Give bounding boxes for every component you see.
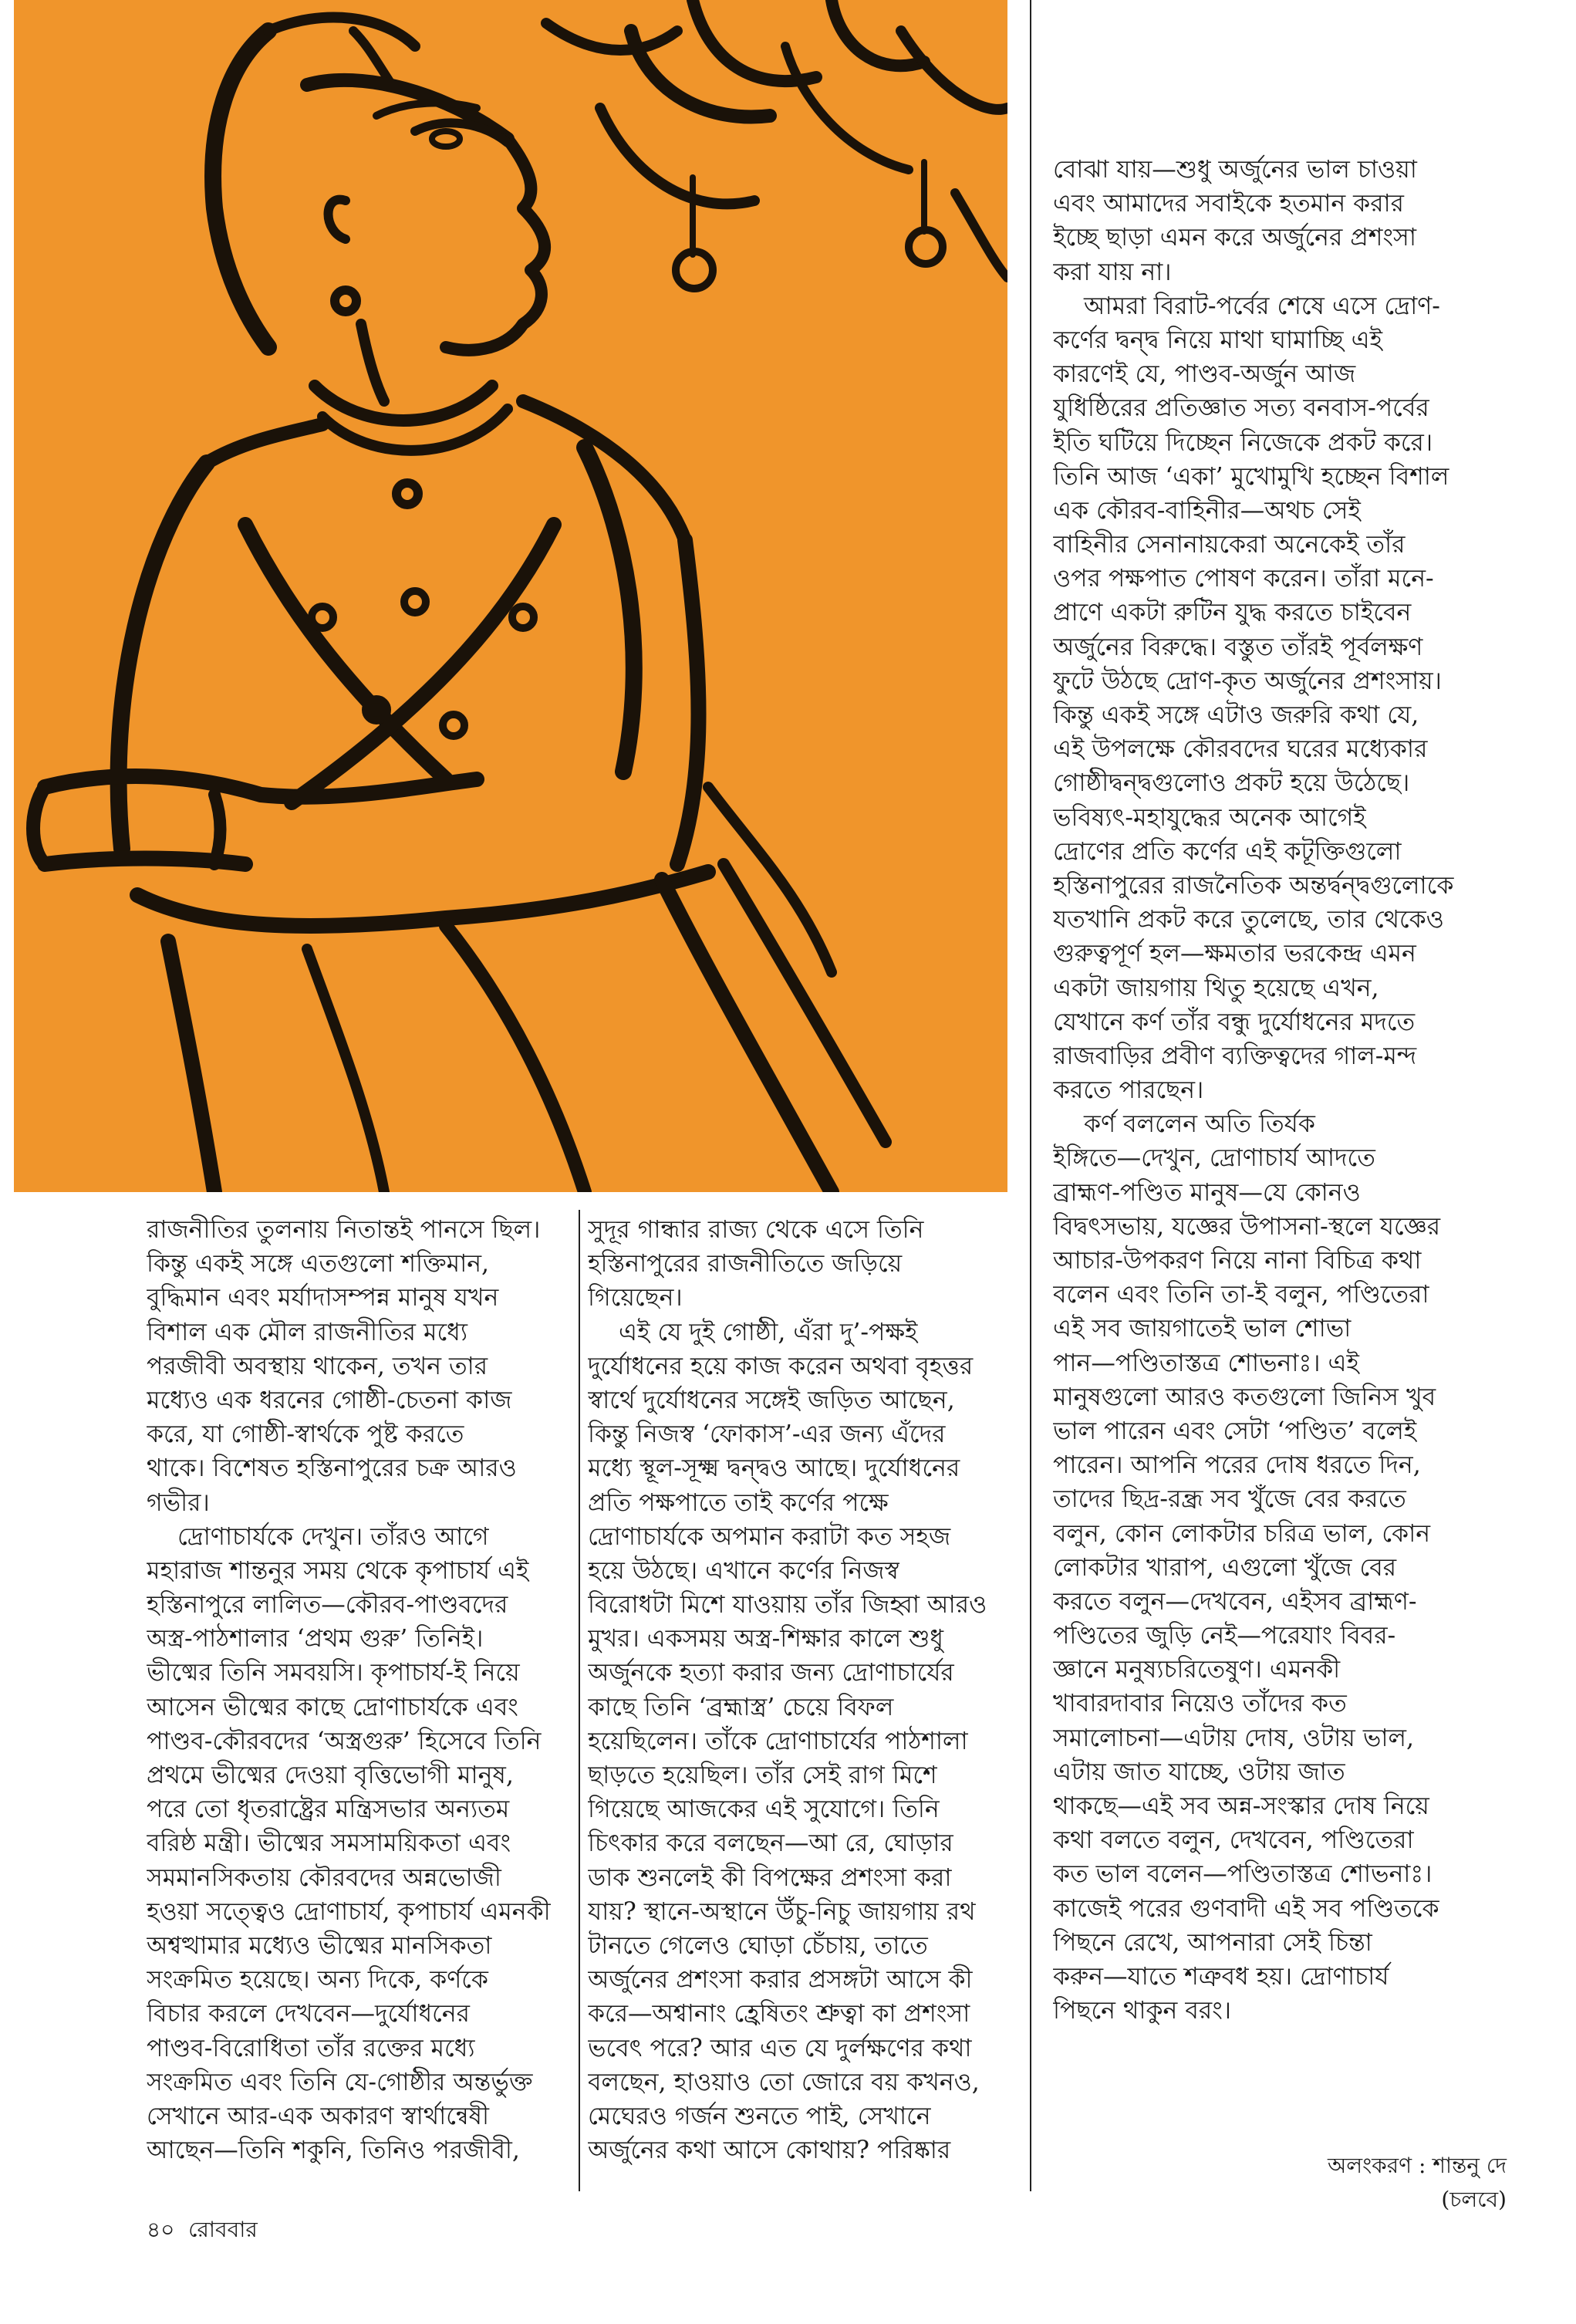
page-footer bbox=[147, 2213, 258, 2249]
text-line: কত ভাল বলেন—পণ্ডিতাস্তত্র শোভনাঃ। bbox=[1053, 1860, 1433, 1889]
text-line: ইঙ্গিতে—দেখুন, দ্রোণাচার্য আদতে bbox=[1053, 1144, 1375, 1173]
text-line: ভাল পারেন এবং সেটা ‘পণ্ডিত’ বলেই bbox=[1053, 1417, 1417, 1445]
text-line: দ্রোণাচার্যকে দেখুন। তাঁরও আগে bbox=[147, 1522, 489, 1551]
text-line: কারণেই যে, পাণ্ডব-অর্জুন আজ bbox=[1053, 360, 1356, 389]
text-line: এই সব জায়গাতেই ভাল শোভা bbox=[1053, 1315, 1352, 1343]
text-line: সমালোচনা—এটায় দোষ, ওটায় ভাল, bbox=[1053, 1724, 1414, 1752]
text-line: অর্জুনের প্রশংসা করার প্রসঙ্গটা আসে কী bbox=[588, 1966, 973, 1995]
text-line: তাদের ছিদ্র-রন্ধ্র সব খুঁজে বের করতে bbox=[1053, 1485, 1406, 1514]
illustration bbox=[14, 0, 1007, 1192]
text-line: হস্তিনাপুরের রাজনীতিতে জড়িয়ে bbox=[588, 1250, 903, 1279]
text-line: ডাক শুনলেই কী বিপক্ষের প্রশংসা করা bbox=[588, 1863, 952, 1892]
text-line: বিরোধটা মিশে যাওয়ায় তাঁর জিহ্বা আরও bbox=[588, 1591, 987, 1620]
text-line: যেখানে কর্ণ তাঁর বন্ধু দুর্যোধনের মদতে bbox=[1053, 1008, 1416, 1036]
text-line: কিন্তু একই সঙ্গে এতগুলো শক্তিমান, bbox=[147, 1250, 490, 1279]
text-line: অর্জুনের কথা আসে কোথায়? পরিষ্কার bbox=[588, 2137, 951, 2165]
text-line: জ্ঞানে মনুষ্যচরিতেষুণ। এমনকী bbox=[1053, 1656, 1341, 1684]
text-line: দুর্যোধনের হয়ে কাজ করেন অথবা বৃহত্তর bbox=[588, 1352, 974, 1380]
text-line: গোষ্ঠীদ্বন্দ্বগুলোও প্রকট হয়ে উঠেছে। bbox=[1053, 769, 1410, 798]
text-line: কাছে তিনি ‘ব্রহ্মাস্ত্র’ চেয়ে বিফল bbox=[588, 1693, 894, 1721]
article-column-left bbox=[147, 1213, 567, 2193]
illustration-credit bbox=[1328, 2149, 1507, 2217]
text-line: অর্জুনের বিরুদ্ধে। বস্তুত তাঁরই পূর্বলক্ষণ bbox=[1053, 633, 1423, 661]
text-line: করুন—যাতে শত্রুবধ হয়। দ্রোণাচার্য bbox=[1053, 1962, 1389, 1991]
text-line: হস্তিনাপুরের রাজনৈতিক অন্তর্দ্বন্দ্বগুলোকে bbox=[1053, 871, 1454, 900]
text-line: চিৎকার করে বলছেন—আ রে, ঘোড়ার bbox=[588, 1829, 953, 1858]
text-line: যতখানি প্রকট করে তুলেছে, তার থেকেও bbox=[1053, 906, 1444, 934]
text-line: কথা বলতে বলুন, দেখবেন, পণ্ডিতেরা bbox=[1053, 1826, 1414, 1855]
text-line: খাবারদাবার নিয়েও তাঁদের কত bbox=[1053, 1690, 1347, 1718]
text-line: ওপর পক্ষপাত পোষণ করেন। তাঁরা মনে- bbox=[1053, 565, 1434, 593]
text-line: বিচার করলে দেখবেন—দুর্যোধনের bbox=[147, 2000, 470, 2028]
text-line: গভীর। bbox=[147, 1488, 210, 1517]
text-line: আসেন ভীষ্মের কাছে দ্রোণাচার্যকে এবং bbox=[147, 1693, 518, 1721]
text-line: বরিষ্ঠ মন্ত্রী। ভীষ্মের সমসাময়িকতা এবং bbox=[147, 1829, 511, 1858]
text-line: পিছনে রেখে, আপনারা সেই চিন্তা bbox=[1053, 1928, 1372, 1957]
text-line: বলছেন, হাওয়াও তো জোরে বয় কখনও, bbox=[588, 2068, 980, 2096]
text-line: মেঘেরও গর্জন শুনতে পাই, সেখানে bbox=[588, 2102, 931, 2130]
text-line: দ্রোণের প্রতি কর্ণের এই কটূক্তিগুলো bbox=[1053, 837, 1402, 866]
text-line: মহারাজ শান্তনুর সময় থেকে কৃপাচার্য এই bbox=[147, 1556, 529, 1585]
text-line: মধ্যে স্থূল-সূক্ষ্ম দ্বন্দ্বও আছে। দুর্যোধনের bbox=[588, 1454, 960, 1483]
text-line: এবং আমাদের সবাইকে হতমান করার bbox=[1053, 190, 1404, 218]
text-line: অস্ত্র-পাঠশালার ‘প্রথম গুরু’ তিনিই। bbox=[147, 1625, 484, 1653]
text-line: করতে পারছেন। bbox=[1053, 1076, 1204, 1105]
text-line: পারেন। আপনি পরের দোষ ধরতে দিন, bbox=[1053, 1451, 1421, 1480]
text-line: যায়? স্থানে-অস্থানে উঁচু-নিচু জায়গায় রথ bbox=[588, 1897, 976, 1926]
text-line: দ্রোণাচার্যকে অপমান করাটা কত সহজ bbox=[588, 1522, 951, 1551]
text-line: বিদ্বৎসভায়, যজ্ঞের উপাসনা-স্থলে যজ্ঞের bbox=[1053, 1212, 1441, 1241]
text-line: বাহিনীর সেনানায়কেরা অনেকেই তাঁর bbox=[1053, 531, 1406, 559]
text-line: ভবেৎ পরে? আর এত যে দুর্লক্ষণের কথা bbox=[588, 2034, 972, 2062]
continued-note: (চলবে) bbox=[1441, 2187, 1507, 2212]
text-line: এই উপলক্ষে কৌরবদের ঘরের মধ্যেকার bbox=[1053, 735, 1428, 764]
text-line: ব্রাহ্মণ-পণ্ডিত মানুষ—যে কোনও bbox=[1053, 1178, 1361, 1207]
text-line: হওয়া সত্ত্বেও দ্রোণাচার্য, কৃপাচার্য এমনকী bbox=[147, 1897, 551, 1926]
text-line: মুখর। একসময় অস্ত্র-শিক্ষার কালে শুধু bbox=[588, 1625, 943, 1653]
text-line: করতে বলুন—দেখবেন, এইসব ব্রাহ্মণ- bbox=[1053, 1587, 1417, 1616]
column-divider bbox=[579, 1210, 580, 2191]
text-line: একটা জায়গায় থিতু হয়েছে এখন, bbox=[1053, 974, 1379, 1002]
text-line: স্বার্থে দুর্যোধনের সঙ্গেই জড়িত আছেন, bbox=[588, 1386, 955, 1414]
text-line: প্রথমে ভীষ্মের দেওয়া বৃত্তিভোগী মানুষ, bbox=[147, 1762, 514, 1789]
illustration-figure-icon bbox=[14, 0, 1007, 1192]
text-line: আছেন—তিনি শকুনি, তিনিও পরজীবী, bbox=[147, 2137, 520, 2165]
text-line: গিয়েছে আজকের এই সুযোগে। তিনি bbox=[588, 1795, 940, 1824]
text-line: কিন্তু নিজস্ব ‘ফোকাস’-এর জন্য এঁদের bbox=[588, 1420, 946, 1449]
text-line: মানুষগুলো আরও কতগুলো জিনিস খুব bbox=[1053, 1383, 1436, 1411]
text-line: প্রাণে একটা রুটিন যুদ্ধ করতে চাইবেন bbox=[1053, 599, 1412, 627]
text-line: গিয়েছেন। bbox=[588, 1284, 683, 1312]
text-line: কিন্তু একই সঙ্গে এটাও জরুরি কথা যে, bbox=[1053, 701, 1419, 729]
text-line: পরে তো ধৃতরাষ্ট্রের মন্ত্রিসভার অন্যতম bbox=[147, 1795, 510, 1824]
text-line: করা যায় না। bbox=[1053, 258, 1172, 286]
text-line: থাকে। বিশেষত হস্তিনাপুরের চক্র আরও bbox=[147, 1454, 517, 1483]
text-line: ভীষ্মের তিনি সমবয়সি। কৃপাচার্য-ই নিয়ে bbox=[147, 1659, 520, 1687]
text-line: তিনি আজ ‘একা’ মুখোমুখি হচ্ছেন বিশাল bbox=[1053, 462, 1449, 491]
text-line: রাজনীতির তুলনায় নিতান্তই পানসে ছিল। bbox=[147, 1216, 541, 1244]
text-line: কর্ণ বললেন অতি তির্যক bbox=[1053, 1110, 1315, 1139]
text-line: করে—অশ্বানাং হ্রেষিতং শ্রুত্বা কা প্রশংসা bbox=[588, 2000, 970, 2028]
text-line: ছাড়তে হয়েছিল। তাঁর সেই রাগ মিশে bbox=[588, 1762, 937, 1789]
text-line: গুরুত্বপূর্ণ হল—ক্ষমতার ভরকেন্দ্র এমন bbox=[1053, 940, 1416, 968]
article-column-middle bbox=[588, 1213, 1008, 2193]
text-line: ইচ্ছে ছাড়া এমন করে অর্জুনের প্রশংসা bbox=[1053, 224, 1416, 252]
text-line: বোঝা যায়—শুধু অর্জুনের ভাল চাওয়া bbox=[1053, 156, 1417, 184]
text-line: প্রতি পক্ষপাতে তাই কর্ণের পক্ষে bbox=[588, 1488, 889, 1517]
text-line: হয়েছিলেন। তাঁকে দ্রোণাচার্যের পাঠশালা bbox=[588, 1727, 968, 1755]
text-line: সুদূর গান্ধার রাজ্য থেকে এসে তিনি bbox=[588, 1216, 924, 1244]
text-line: বিশাল এক মৌল রাজনীতির মধ্যে bbox=[147, 1318, 467, 1346]
text-line: সংক্রমিত এবং তিনি যে-গোষ্ঠীর অন্তর্ভুক্ত bbox=[147, 2068, 533, 2096]
text-line: বলুন, কোন লোকটার চরিত্র ভাল, কোন bbox=[1053, 1519, 1431, 1548]
text-line: টানতে গেলেও ঘোড়া চেঁচায়, তাতে bbox=[588, 1931, 928, 1960]
text-line: পাণ্ডব-কৌরবদের ‘অস্ত্রগুরু’ হিসেবে তিনি bbox=[147, 1727, 542, 1755]
text-line: পিছনে থাকুন বরং। bbox=[1053, 1997, 1232, 2025]
text-line: কাজেই পরের গুণবাদী এই সব পণ্ডিতকে bbox=[1053, 1894, 1439, 1923]
text-line: পাণ্ডব-বিরোধিতা তাঁর রক্তের মধ্যে bbox=[147, 2034, 475, 2062]
text-line: পান—পণ্ডিতাস্তত্র শোভনাঃ। এই bbox=[1053, 1349, 1359, 1377]
text-line: লোকটার খারাপ, এগুলো খুঁজে বের bbox=[1053, 1553, 1397, 1582]
column-divider bbox=[1030, 0, 1031, 2191]
text-line: আচার-উপকরণ নিয়ে নানা বিচিত্র কথা bbox=[1053, 1247, 1422, 1275]
text-line: এক কৌরব-বাহিনীর—অথচ সেই bbox=[1053, 496, 1361, 525]
text-line: পরজীবী অবস্থায় থাকেন, তখন তার bbox=[147, 1352, 488, 1380]
text-line: আমরা বিরাট-পর্বের শেষে এসে দ্রোণ- bbox=[1053, 292, 1440, 320]
text-line: যুধিষ্ঠিরের প্রতিজ্ঞাত সত্য বনবাস-পর্বের bbox=[1053, 394, 1429, 423]
text-line: ভবিষ্যৎ-মহাযুদ্ধের অনেক আগেই bbox=[1053, 803, 1366, 832]
text-line: থাকছে—এই সব অন্ন-সংস্কার দোষ নিয়ে bbox=[1053, 1792, 1429, 1820]
text-line: কর্ণের দ্বন্দ্ব নিয়ে মাথা ঘামাচ্ছি এই bbox=[1053, 326, 1382, 354]
text-line: হয়ে উঠছে। এখানে কর্ণের নিজস্ব bbox=[588, 1556, 899, 1585]
article-column-right bbox=[1053, 153, 1547, 2105]
text-line: এটায় জাত যাচ্ছে, ওটায় জাত bbox=[1053, 1758, 1345, 1786]
illustrator-credit: অলংকরণ : শান্তনু দে bbox=[1328, 2153, 1507, 2178]
text-line: সংক্রমিত হয়েছে। অন্য দিকে, কর্ণকে bbox=[147, 1966, 488, 1995]
text-line: ইতি ঘটিয়ে দিচ্ছেন নিজেকে প্রকট করে। bbox=[1053, 428, 1433, 457]
text-line: ফুটে উঠছে দ্রোণ-কৃত অর্জুনের প্রশংসায়। bbox=[1053, 667, 1442, 695]
text-line: সমমানসিকতায় কৌরবদের অন্নভোজী bbox=[147, 1863, 501, 1892]
text-line: সেখানে আর-এক অকারণ স্বার্থান্বেষী bbox=[147, 2102, 490, 2130]
text-line: পণ্ডিতের জুড়ি নেই—পরেযাং বিবর- bbox=[1053, 1622, 1396, 1650]
text-line: করে, যা গোষ্ঠী-স্বার্থকে পুষ্ট করতে bbox=[147, 1420, 464, 1449]
page-number-label: ৪০ রোববার bbox=[147, 2217, 258, 2242]
text-line: এই যে দুই গোষ্ঠী, এঁরা দু’-পক্ষই bbox=[588, 1318, 918, 1346]
text-line: রাজবাড়ির প্রবীণ ব্যক্তিত্বদের গাল-মন্দ bbox=[1053, 1042, 1417, 1070]
text-line: অর্জুনকে হত্যা করার জন্য দ্রোণাচার্যের bbox=[588, 1659, 954, 1687]
text-line: অশ্বত্থামার মধ্যেও ভীষ্মের মানসিকতা bbox=[147, 1931, 492, 1960]
text-line: বলেন এবং তিনি তা-ই বলুন, পণ্ডিতেরা bbox=[1053, 1281, 1429, 1309]
text-line: বুদ্ধিমান এবং মর্যাদাসম্পন্ন মানুষ যখন bbox=[147, 1284, 499, 1312]
text-line: মধ্যেও এক ধরনের গোষ্ঠী-চেতনা কাজ bbox=[147, 1386, 512, 1414]
text-line: হস্তিনাপুরে লালিত—কৌরব-পাণ্ডবদের bbox=[147, 1591, 508, 1620]
